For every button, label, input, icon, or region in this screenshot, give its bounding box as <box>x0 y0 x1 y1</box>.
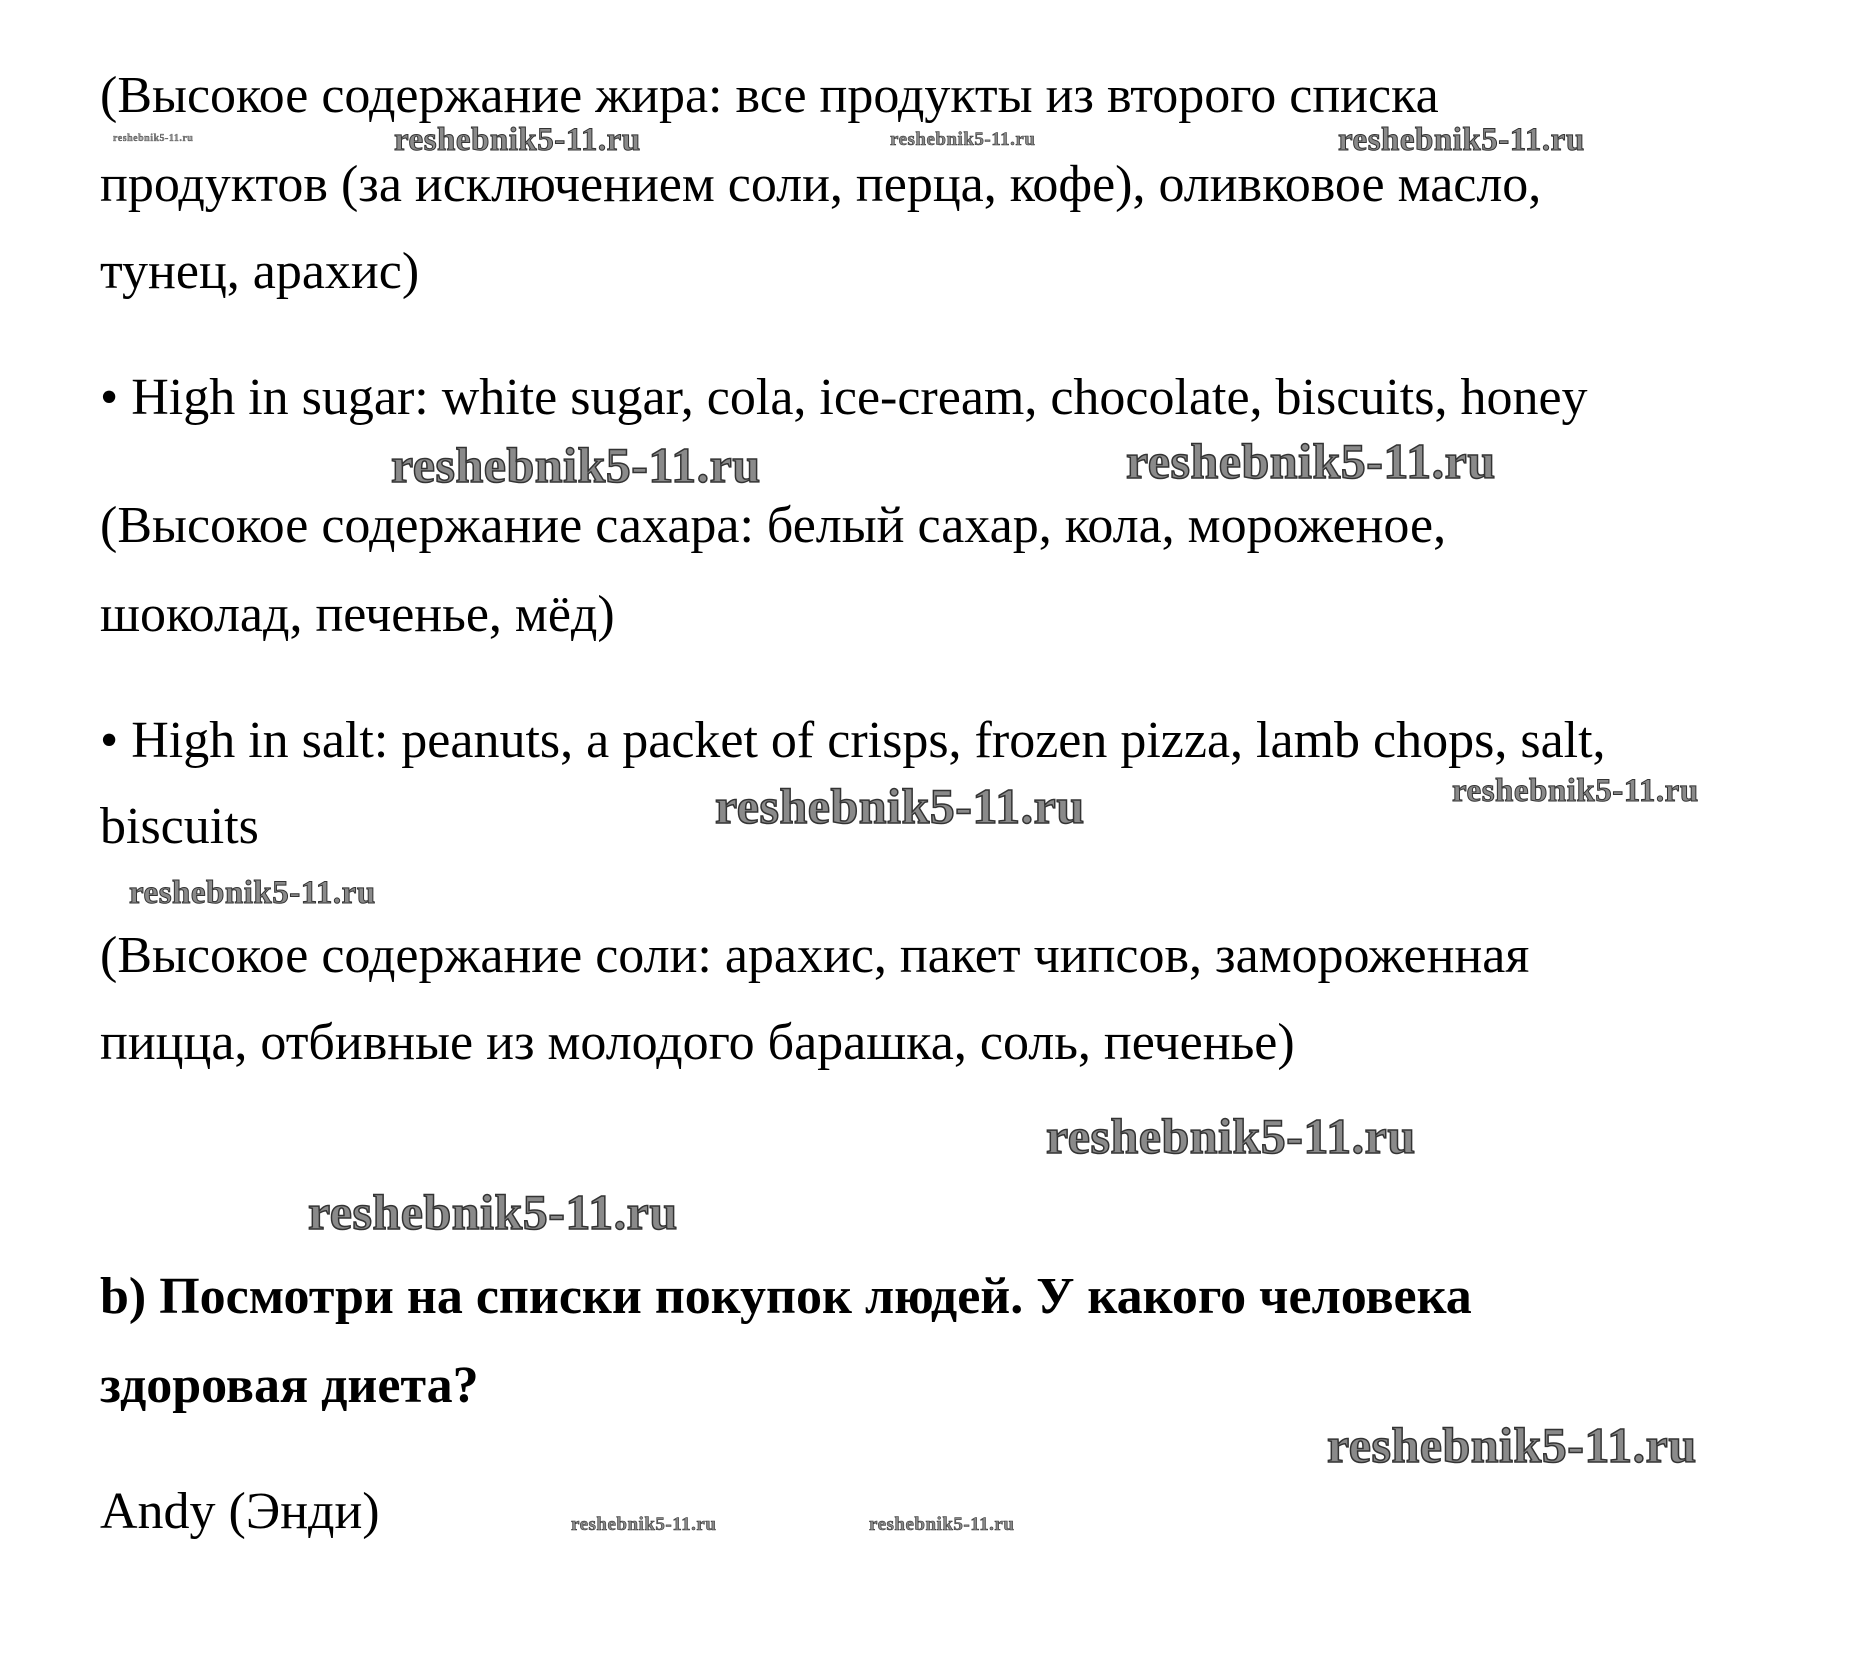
sugar-ru-line-1: (Высокое содержание сахара: белый сахар, кола, мороженое, <box>100 497 1447 554</box>
watermark: reshebnik5-11.ru <box>571 1514 717 1535</box>
salt-en-bullet-line-2: biscuits <box>100 798 259 855</box>
watermark: reshebnik5-11.ru <box>1046 1108 1416 1164</box>
salt-ru-line-1: (Высокое содержание соли: арахис, пакет чипсов, замороженная <box>100 927 1530 984</box>
fat-ru-line-3: тунец, арахис) <box>100 243 420 300</box>
watermark: reshebnik5-11.ru <box>869 1514 1015 1535</box>
watermark: reshebnik5-11.ru <box>308 1184 678 1240</box>
watermark: reshebnik5-11.ru <box>394 122 641 158</box>
watermark: reshebnik5-11.ru <box>113 133 194 144</box>
watermark: reshebnik5-11.ru <box>890 129 1036 150</box>
answer-text: Andy (Энди) <box>100 1483 380 1540</box>
salt-en-bullet-line-1: • High in salt: peanuts, a packet of crisps, frozen pizza, lamb chops, salt, <box>100 712 1606 769</box>
sugar-ru-line-2: шоколад, печенье, мёд) <box>100 586 615 643</box>
question-line-2: здоровая диета? <box>100 1357 479 1414</box>
watermark: reshebnik5-11.ru <box>1452 773 1699 809</box>
watermark: reshebnik5-11.ru <box>129 875 376 911</box>
fat-ru-line-1: (Высокое содержание жира: все продукты из второго списка <box>100 67 1439 124</box>
watermark: reshebnik5-11.ru <box>1126 433 1496 489</box>
watermark: reshebnik5-11.ru <box>715 778 1085 834</box>
watermark: reshebnik5-11.ru <box>391 437 761 493</box>
question-line-1: b) Посмотри на списки покупок людей. У какого человека <box>100 1268 1472 1325</box>
watermark: reshebnik5-11.ru <box>1338 122 1585 158</box>
fat-ru-line-2: продуктов (за исключением соли, перца, кофе), оливковое масло, <box>100 156 1542 213</box>
sugar-en-bullet: • High in sugar: white sugar, cola, ice-cream, chocolate, biscuits, honey <box>100 369 1588 426</box>
watermark: reshebnik5-11.ru <box>1327 1417 1697 1473</box>
salt-ru-line-2: пицца, отбивные из молодого барашка, соль, печенье) <box>100 1014 1295 1071</box>
